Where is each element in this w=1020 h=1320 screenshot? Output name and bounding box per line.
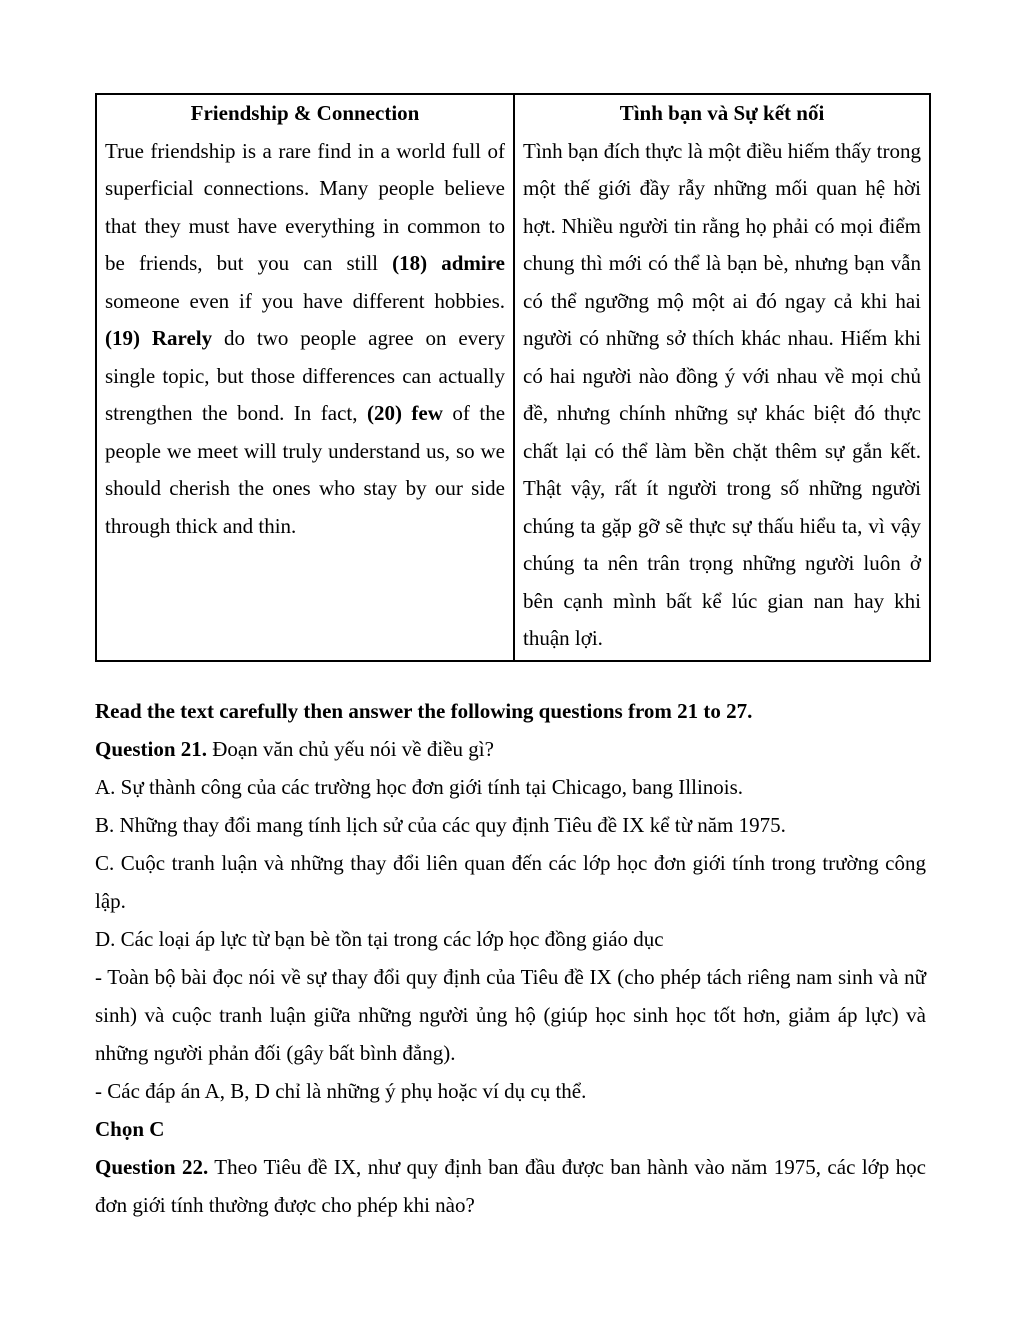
question-21 xyxy=(95,730,926,768)
instruction-line: Read the text carefully then answer the following questions from 21 to 27. xyxy=(95,698,753,723)
english-passage: True friendship is a rare find in a world full of superficial connections. Many people believe that they must have everything in common to be friends, but you can still (18) admire someone even if you have different hobbies. (19) Rarely do two people agree on every single topic, but those differences can actually strengthen the bond. In fact, (20) few of the people we meet will truly understand us, so we should cherish the ones who stay by our side through thick and thin. xyxy=(105,138,506,538)
question-21-option-c: C. Cuộc tranh luận và những thay đổi liên quan đến các lớp học đơn giới tính trong trường công lập. xyxy=(95,850,926,913)
question-21-option-a: A. Sự thành công của các trường học đơn giới tính tại Chicago, bang Illinois. xyxy=(95,774,744,799)
question-21-option-d: D. Các loại áp lực từ bạn bè tồn tại trong các lớp học đồng giáo dục xyxy=(95,926,664,951)
question-21-label: Question 21. xyxy=(95,736,208,761)
question-22 xyxy=(95,1148,926,1224)
vietnamese-column xyxy=(513,95,929,660)
question-22-label: Question 22. xyxy=(95,1154,209,1179)
question-21-explanation-1: - Toàn bộ bài đọc nói về sự thay đổi quy định của Tiêu đề IX (cho phép tách riêng nam sinh và nữ sinh) và cuộc tranh luận giữa những người ủng hộ (giúp học sinh học tốt hơn, giảm áp lực) và những người phản đối (gây bất bình đẳng). xyxy=(95,964,926,1065)
question-21-option-b: B. Những thay đổi mang tính lịch sử của các quy định Tiêu đề IX kể từ năm 1975. xyxy=(95,812,786,837)
english-column xyxy=(97,95,513,660)
vietnamese-column-title: Tình bạn và Sự kết nối xyxy=(619,101,825,125)
question-21-explanation-2: - Các đáp án A, B, D chỉ là những ý phụ hoặc ví dụ cụ thể. xyxy=(95,1078,587,1103)
question-21-answer: Chọn C xyxy=(95,1116,165,1141)
english-column-title: Friendship & Connection xyxy=(190,101,420,125)
question-22-text: Theo Tiêu đề IX, như quy định ban đầu được ban hành vào năm 1975, các lớp học đơn giới tính thường được cho phép khi nào? xyxy=(95,1154,927,1217)
questions-section xyxy=(95,692,926,1224)
question-21-text: Đoạn văn chủ yếu nói về điều gì? xyxy=(207,736,494,761)
vietnamese-passage: Tình bạn đích thực là một điều hiếm thấy trong một thế giới đầy rẫy những mối quan hệ hời hợt. Nhiều người tin rằng họ phải có mọi điểm chung thì mới có thể là bạn bè, nhưng bạn vẫn có thể ngưỡng mộ một ai đó ngay cả khi hai người có những sở thích khác nhau. Hiếm khi có hai người nào đồng ý với nhau về mọi chủ đề, nhưng chính những sự khác biệt đó thực chất lại có thể làm bền chặt thêm sự gắn kết. Thật vậy, rất ít người trong số những người chúng ta gặp gỡ sẽ thực sự thấu hiểu ta, vì vậy chúng ta nên trân trọng những người luôn ở bên cạnh mình bất kể lúc gian nan hay khi thuận lợi. xyxy=(523,138,921,650)
translation-table xyxy=(95,93,931,662)
